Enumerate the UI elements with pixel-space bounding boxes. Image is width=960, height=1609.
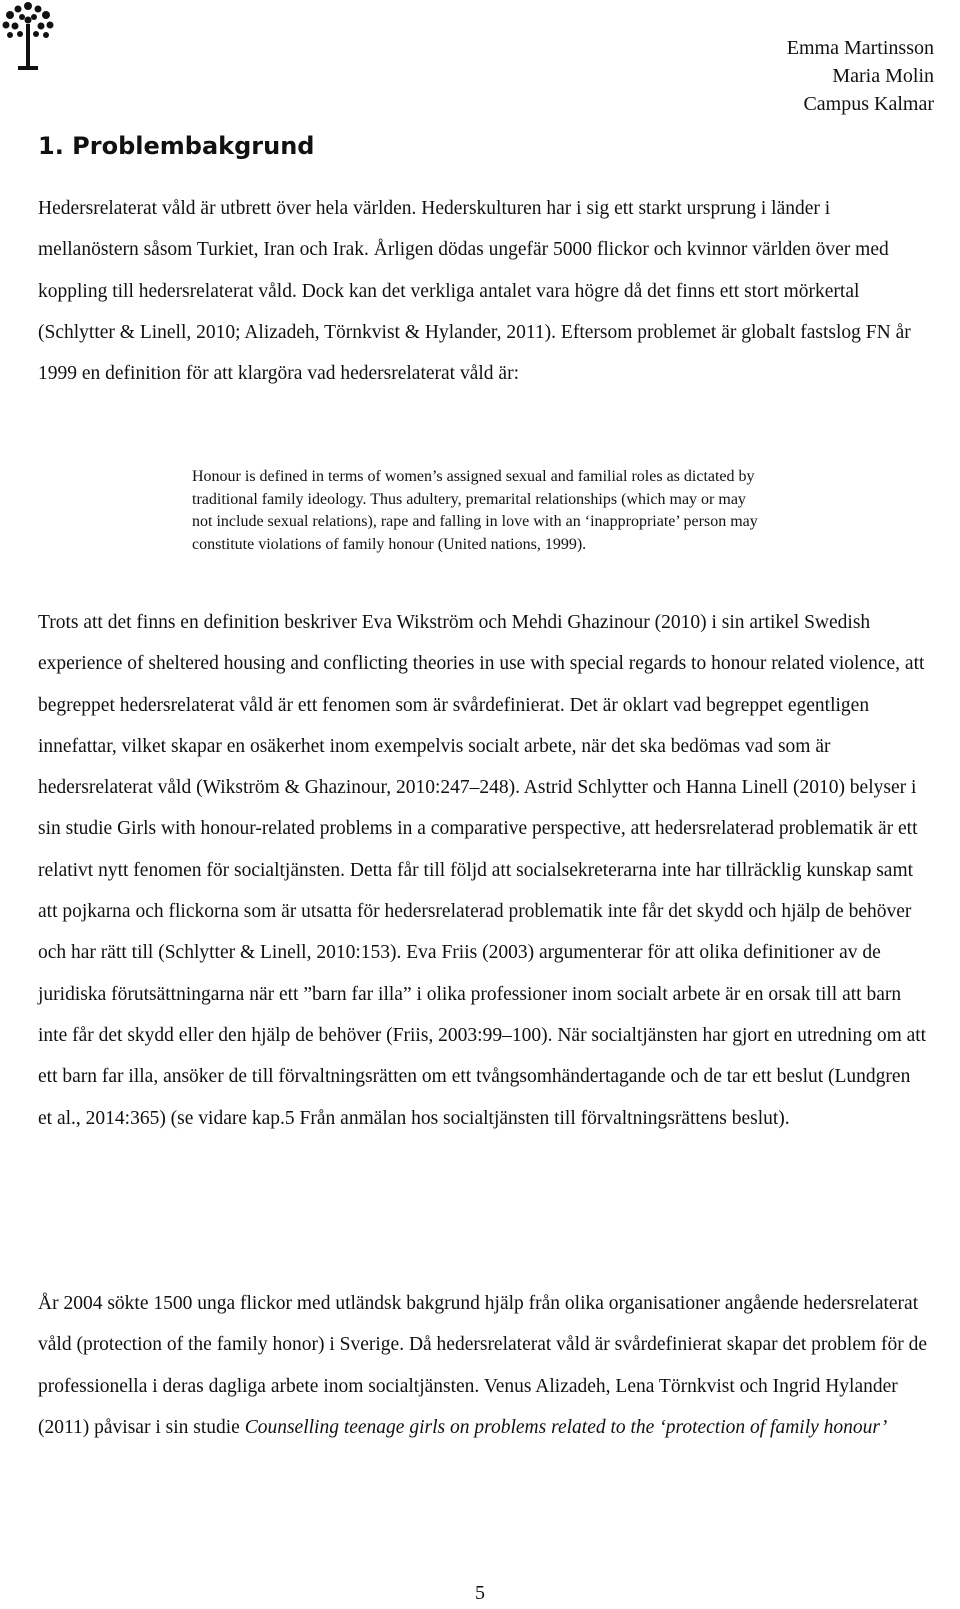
- author-name: Maria Molin: [832, 65, 934, 87]
- block-quote: Honour is defined in terms of women’s assigned sexual and familial roles as dictated by traditional family ideology. Thus adultery, premarital relationships (which may or may not include sexual relations), rape and falling in love with an ‘inappropriate’ person may constitute violations of family honour (United nations, 1999).: [192, 468, 758, 553]
- body-paragraph: Hedersrelaterat våld är utbrett över hela världen. Hederskulturen har i sig ett starkt ursprung i länder i mellanöstern såsom Turkiet, Iran och Irak. Årligen dödas ungefär 5000 flickor och kvinnor världen över med koppling till hedersrelaterat våld. Dock kan det verkliga antalet vara högre då det finns ett stort mörkertal (Schlytter & Linell, 2010; Alizadeh, Törnkvist & Hylander, 2011). Eftersom problemet är globalt fastslog FN år 1999 en definition för att klargöra vad hedersrelaterat våld är:: [38, 198, 911, 385]
- paragraph-text: År 2004 sökte 1500 unga flickor med utländsk bakgrund hjälp från olika organisationer angående hedersrelaterat våld (protection of the family honor) i Sverige. Då hedersrelaterat våld är svårdefinierat skapar det problem för de professionella i deras dagliga arbete inom socialtjänsten. Venus Alizadeh, Lena Törnkvist och Ingrid Hylander (2011) påvisar i sin studie: [38, 1293, 928, 1438]
- author-block: [787, 34, 934, 118]
- body-paragraph: Trots att det finns en definition beskriver Eva Wikström och Mehdi Ghazinour (2010) i sin artikel Swedish experience of sheltered housing and conflicting theories in use with special regards to honour related violence, att begreppet hedersrelaterat våld är ett fenomen som är svårdefinierat. Det är oklart vad begreppet egentligen innefattar, vilket skapar en osäkerhet inom exempelvis socialt arbete, när det ska bedömas vad som är hedersrelaterat våld (Wikström & Ghazinour, 2010:247–248). Astrid Schlytter och Hanna Linell (2010) belyser i sin studie Girls with honour-related problems in a comparative perspective, att hedersrelaterad problematik är ett relativt nytt fenomen för socialtjänsten. Detta får till följd att socialsekreterarna inte har tillräcklig kunskap samt att pojkarna och flickorna som är utsatta för hedersrelaterad problematik inte får det skydd och hjälp de behöver och har rätt till (Schlytter & Linell, 2010:153). Eva Friis (2003) argumenterar för att olika definitioner av de juridiska förutsättningarna när ett ”barn far illa” i olika professioner inom socialt arbete är en orsak till att barn inte får det skydd eller den hjälp de behöver (Friis, 2003:99–100). När socialtjänsten har gjort en utredning om att ett barn far illa, ansöker de till förvaltningsrätten om ett tvångsomhändertagande och de tar ett beslut (Lundgren et al., 2014:365) (se vidare kap.5 Från anmälan hos socialtjänsten till förvaltningsrättens beslut).: [38, 612, 927, 1129]
- body-paragraph: [38, 1283, 928, 1448]
- italic-title: Counselling teenage girls on problems related to the ‘protection of family honour’: [244, 1416, 888, 1438]
- campus-name: Campus Kalmar: [803, 93, 934, 115]
- tree-logo-icon: [0, 0, 56, 72]
- author-name: Emma Martinsson: [786, 37, 934, 59]
- section-heading: 1. Problembakgrund: [38, 132, 315, 160]
- page-number: 5: [475, 1582, 485, 1604]
